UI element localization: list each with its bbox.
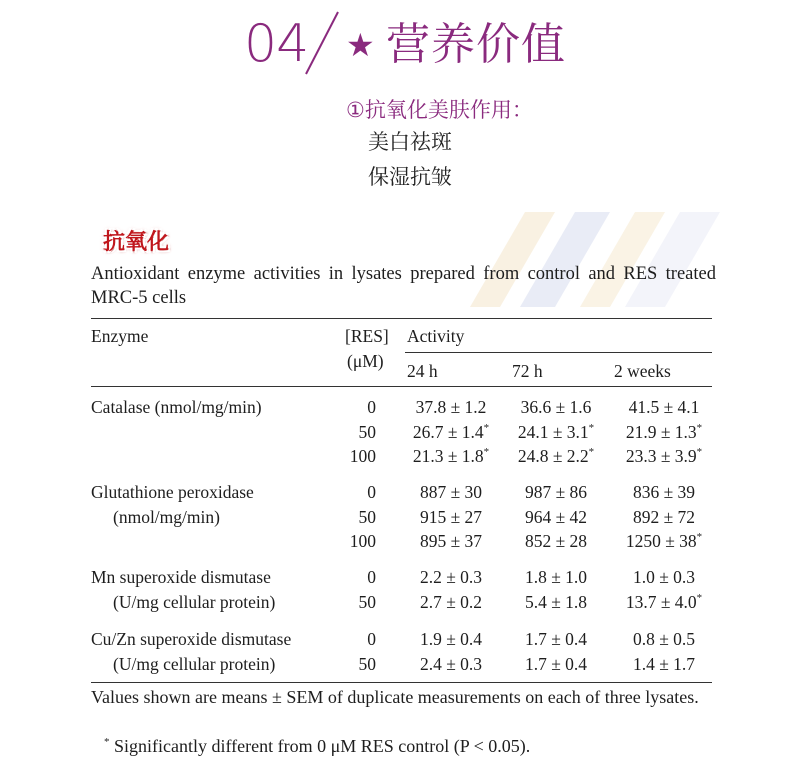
activity-value-text: 895 ± 37 [419,531,483,551]
activity-value [604,421,724,443]
section-number: 04 [244,14,309,74]
antioxidant-label: 抗氧化 [103,230,170,255]
res-concentration: 0 [367,482,376,502]
activity-value [496,566,616,588]
activity-value-text: 1.0 ± 0.3 [632,567,696,587]
activity-subrule [405,352,712,353]
activity-value-text: 2.2 ± 0.3 [419,567,483,587]
header-24h: 24 h [407,361,438,381]
activity-value [604,530,724,552]
enzyme-name: Mn superoxide dismutase [91,567,271,587]
activity-value-text: 1.4 ± 1.7 [632,653,696,674]
activity-value-text: 1.9 ± 0.4 [419,629,483,649]
activity-value [496,481,616,503]
section-title: 营养价值 [386,19,566,70]
significance-marker: * [696,531,703,544]
header-res-line2: (μM) [347,351,384,371]
res-concentration: 0 [367,629,376,649]
res-concentration: 50 [358,653,376,674]
activity-value-text: 2.4 ± 0.3 [419,653,483,674]
activity-value-text: 1.7 ± 0.4 [524,629,588,649]
header-bottom-rule [91,386,712,387]
activity-value [604,396,724,418]
res-concentration: 50 [358,421,376,442]
footnote-significance-text: Significantly different from 0 μM RES control (P < 0.05). [109,736,531,756]
significance-marker: * [483,446,490,459]
activity-value-text: 964 ± 42 [524,506,588,527]
activity-value-text: 13.7 ± 4.0 [625,591,697,612]
header-res-line1: [RES] [345,326,389,346]
activity-value-text: 892 ± 72 [632,506,696,527]
enzyme-name: Cu/Zn superoxide dismutase [91,629,292,649]
activity-value-text: 987 ± 86 [524,482,588,502]
enzyme-name: (U/mg cellular protein) [113,591,276,612]
activity-value-text: 1.8 ± 1.0 [524,567,588,587]
significance-marker: * [588,421,595,434]
activity-value-text: 21.9 ± 1.3 [625,421,697,442]
activity-value [604,506,724,528]
activity-value [391,530,511,552]
activity-value [496,653,616,675]
subheading: ①抗氧化美肤作用： [346,98,533,122]
subheading-item-whitening: 美白祛斑 [368,130,452,154]
activity-value-text: 23.3 ± 3.9 [625,446,697,466]
activity-value [391,396,511,418]
subheading-item-moisturizing: 保湿抗皱 [368,165,452,189]
activity-value-text: 41.5 ± 4.1 [628,397,700,417]
activity-value-text: 37.8 ± 1.2 [415,397,487,417]
activity-value [496,421,616,443]
header-enzyme: Enzyme [91,326,149,346]
activity-value-text: 1.7 ± 0.4 [524,653,588,674]
res-concentration: 0 [367,397,376,417]
enzyme-name: (nmol/mg/min) [113,506,220,527]
slash-decoration [300,8,342,78]
activity-value [604,628,724,650]
star-icon: ★ [346,26,375,64]
activity-value [391,628,511,650]
activity-value-text: 836 ± 39 [632,482,696,502]
header-activity: Activity [407,326,465,346]
activity-value [496,530,616,552]
activity-value-text: 24.1 ± 3.1 [517,421,589,442]
significance-marker: * [483,421,490,434]
significance-marker: * [696,446,703,459]
activity-value-text: 5.4 ± 1.8 [524,591,588,612]
res-concentration: 100 [349,446,376,466]
activity-value [391,445,511,467]
activity-value [604,481,724,503]
activity-value-text: 21.3 ± 1.8 [412,446,484,466]
activity-value-text: 2.7 ± 0.2 [419,591,483,612]
significance-marker: * [696,591,703,604]
table-footnote-significance [104,735,530,758]
activity-value [496,591,616,613]
enzyme-name: Catalase (nmol/mg/min) [91,397,262,417]
activity-value [604,445,724,467]
activity-value [496,628,616,650]
activity-value [496,506,616,528]
activity-value-text: 0.8 ± 0.5 [632,629,696,649]
significance-marker: * [588,446,595,459]
enzyme-name: Glutathione peroxidase [91,482,254,502]
activity-value-text: 887 ± 30 [419,482,483,502]
table-caption: Antioxidant enzyme activities in lysates prepared from control and RES treated MRC-5 cells [91,264,716,308]
header-72h: 72 h [512,361,543,381]
activity-value-text: 24.8 ± 2.2 [517,446,589,466]
significance-marker: * [696,421,703,434]
activity-value [496,445,616,467]
activity-value-text: 852 ± 28 [524,531,588,551]
activity-value [391,566,511,588]
activity-value [604,591,724,613]
res-concentration: 50 [358,591,376,612]
res-concentration: 0 [367,567,376,587]
activity-value [391,481,511,503]
activity-value-text: 915 ± 27 [419,506,483,527]
activity-value [391,506,511,528]
activity-value-text: 36.6 ± 1.6 [520,397,592,417]
footnote-asterisk: * [104,736,110,748]
activity-value [391,653,511,675]
res-concentration: 100 [349,531,376,551]
activity-value [604,653,724,675]
activity-value [496,396,616,418]
table-top-rule [91,318,712,319]
activity-value [391,591,511,613]
activity-value-text: 26.7 ± 1.4 [412,421,484,442]
header-2weeks: 2 weeks [614,361,671,381]
activity-value-text: 1250 ± 38 [625,531,697,551]
res-concentration: 50 [358,506,376,527]
activity-value [391,421,511,443]
table-bottom-rule [91,682,712,683]
table-footnote: Values shown are means ± SEM of duplicate measurements on each of three lysates. [91,687,699,707]
enzyme-name: (U/mg cellular protein) [113,653,276,674]
activity-value [604,566,724,588]
